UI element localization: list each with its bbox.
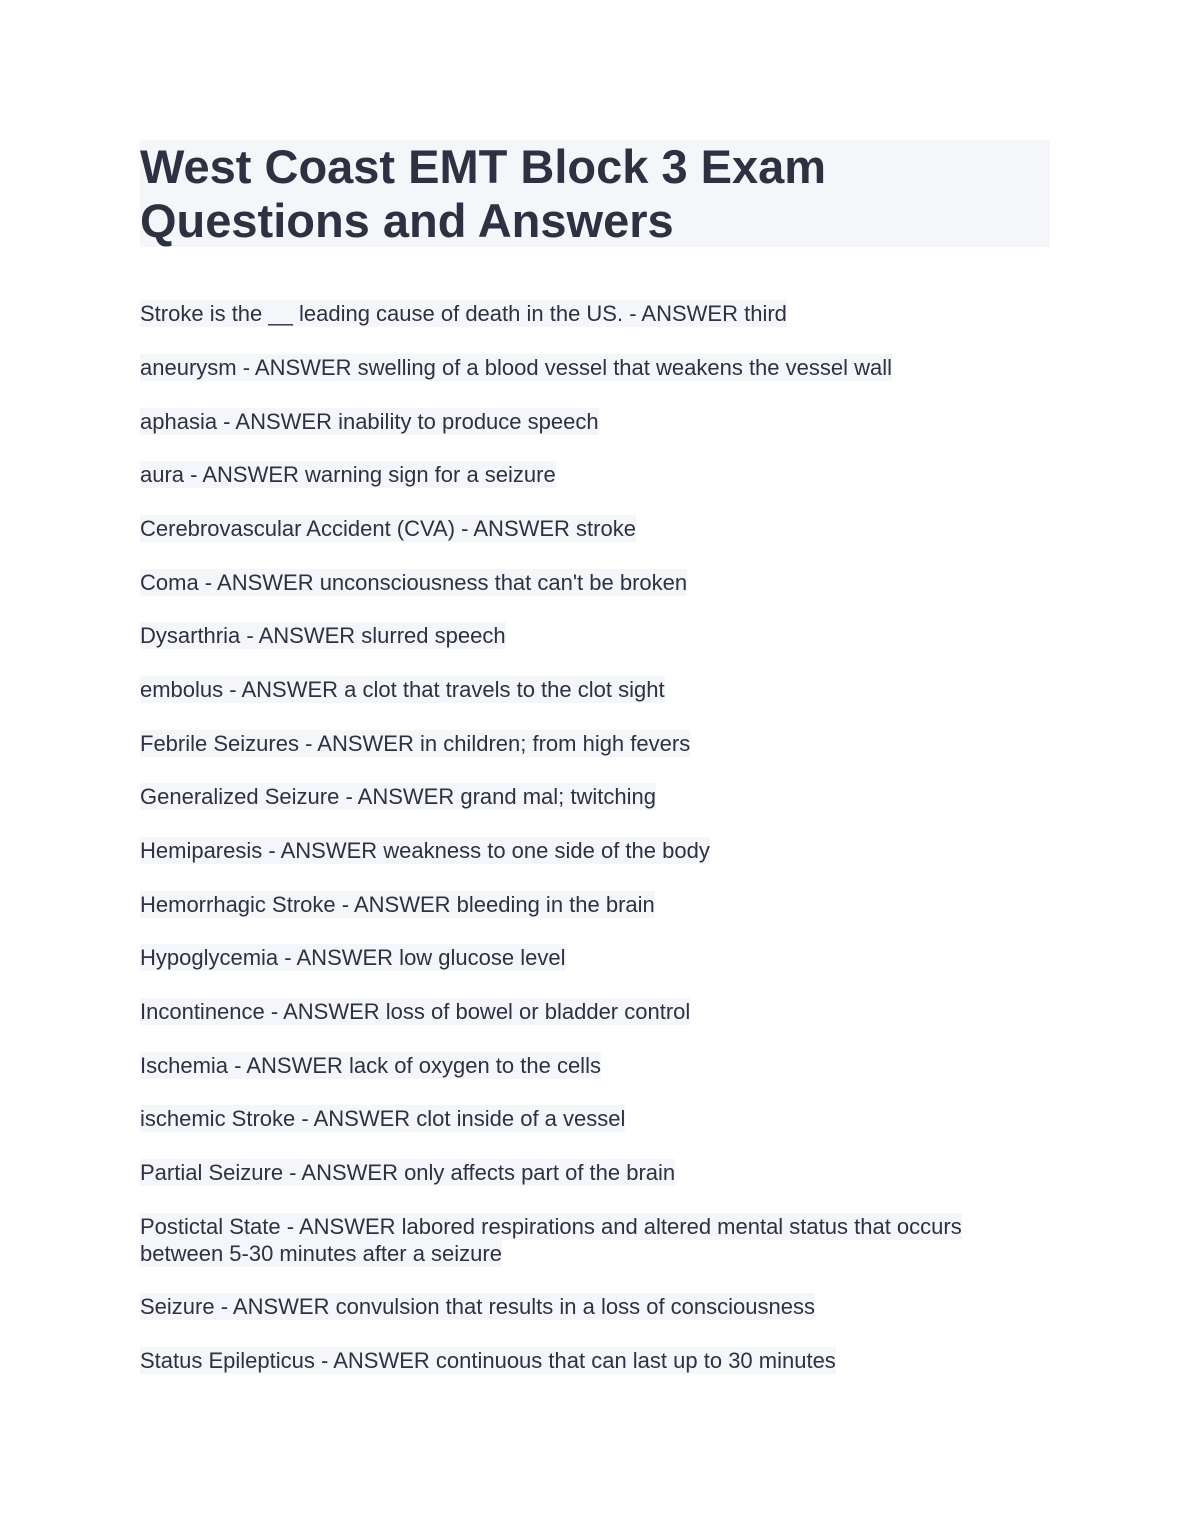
qa-item bbox=[140, 515, 636, 542]
qa-text: Dysarthria - ANSWER slurred speech bbox=[140, 623, 506, 648]
qa-item bbox=[140, 1105, 625, 1132]
qa-item bbox=[140, 569, 687, 596]
qa-item bbox=[140, 837, 710, 864]
qa-text: Cerebrovascular Accident (CVA) - ANSWER stroke bbox=[140, 516, 636, 541]
qa-item bbox=[140, 730, 690, 757]
title-line-2: Questions and Answers bbox=[140, 194, 674, 247]
qa-line bbox=[140, 1240, 962, 1267]
qa-text: Seizure - ANSWER convulsion that results in a loss of consciousness bbox=[140, 1294, 815, 1319]
qa-text: Status Epilepticus - ANSWER continuous that can last up to 30 minutes bbox=[140, 1348, 836, 1373]
qa-item bbox=[140, 1293, 815, 1320]
qa-item bbox=[140, 354, 892, 381]
qa-text: embolus - ANSWER a clot that travels to the clot sight bbox=[140, 677, 665, 702]
qa-line bbox=[140, 1213, 962, 1240]
qa-text: Hypoglycemia - ANSWER low glucose level bbox=[140, 945, 566, 970]
qa-item bbox=[140, 891, 655, 918]
qa-text: Hemiparesis - ANSWER weakness to one side of the body bbox=[140, 838, 710, 863]
qa-text: Incontinence - ANSWER loss of bowel or bladder control bbox=[140, 999, 691, 1024]
qa-item-postictal bbox=[140, 1213, 962, 1267]
qa-text: aura - ANSWER warning sign for a seizure bbox=[140, 462, 556, 487]
qa-text: Febrile Seizures - ANSWER in children; from high fevers bbox=[140, 731, 691, 756]
qa-text: between 5-30 minutes after a seizure bbox=[140, 1241, 502, 1266]
qa-item bbox=[140, 944, 566, 971]
qa-text: aneurysm - ANSWER swelling of a blood vessel that weakens the vessel wall bbox=[140, 355, 893, 380]
qa-item bbox=[140, 1052, 601, 1079]
title-line-1: West Coast EMT Block 3 Exam bbox=[140, 140, 827, 193]
qa-item bbox=[140, 1347, 836, 1374]
qa-item bbox=[140, 408, 599, 435]
qa-text: Postictal State - ANSWER labored respirations and altered mental status that occurs bbox=[140, 1214, 962, 1239]
qa-text: Coma - ANSWER unconsciousness that can't be broken bbox=[140, 570, 688, 595]
qa-item bbox=[140, 676, 665, 703]
document-title bbox=[140, 140, 1050, 247]
qa-item bbox=[140, 461, 556, 488]
qa-text: Stroke is the __ leading cause of death in the US. - ANSWER third bbox=[140, 301, 787, 326]
qa-item bbox=[140, 998, 690, 1025]
qa-text: aphasia - ANSWER inability to produce speech bbox=[140, 409, 599, 434]
qa-item bbox=[140, 1159, 675, 1186]
qa-text: ischemic Stroke - ANSWER clot inside of a vessel bbox=[140, 1106, 626, 1131]
qa-item bbox=[140, 300, 787, 327]
qa-text: Partial Seizure - ANSWER only affects part of the brain bbox=[140, 1160, 676, 1185]
qa-text: Hemorrhagic Stroke - ANSWER bleeding in the brain bbox=[140, 892, 655, 917]
qa-text: Ischemia - ANSWER lack of oxygen to the cells bbox=[140, 1053, 601, 1078]
qa-item bbox=[140, 622, 506, 649]
qa-item bbox=[140, 783, 656, 810]
qa-text: Generalized Seizure - ANSWER grand mal; twitching bbox=[140, 784, 656, 809]
